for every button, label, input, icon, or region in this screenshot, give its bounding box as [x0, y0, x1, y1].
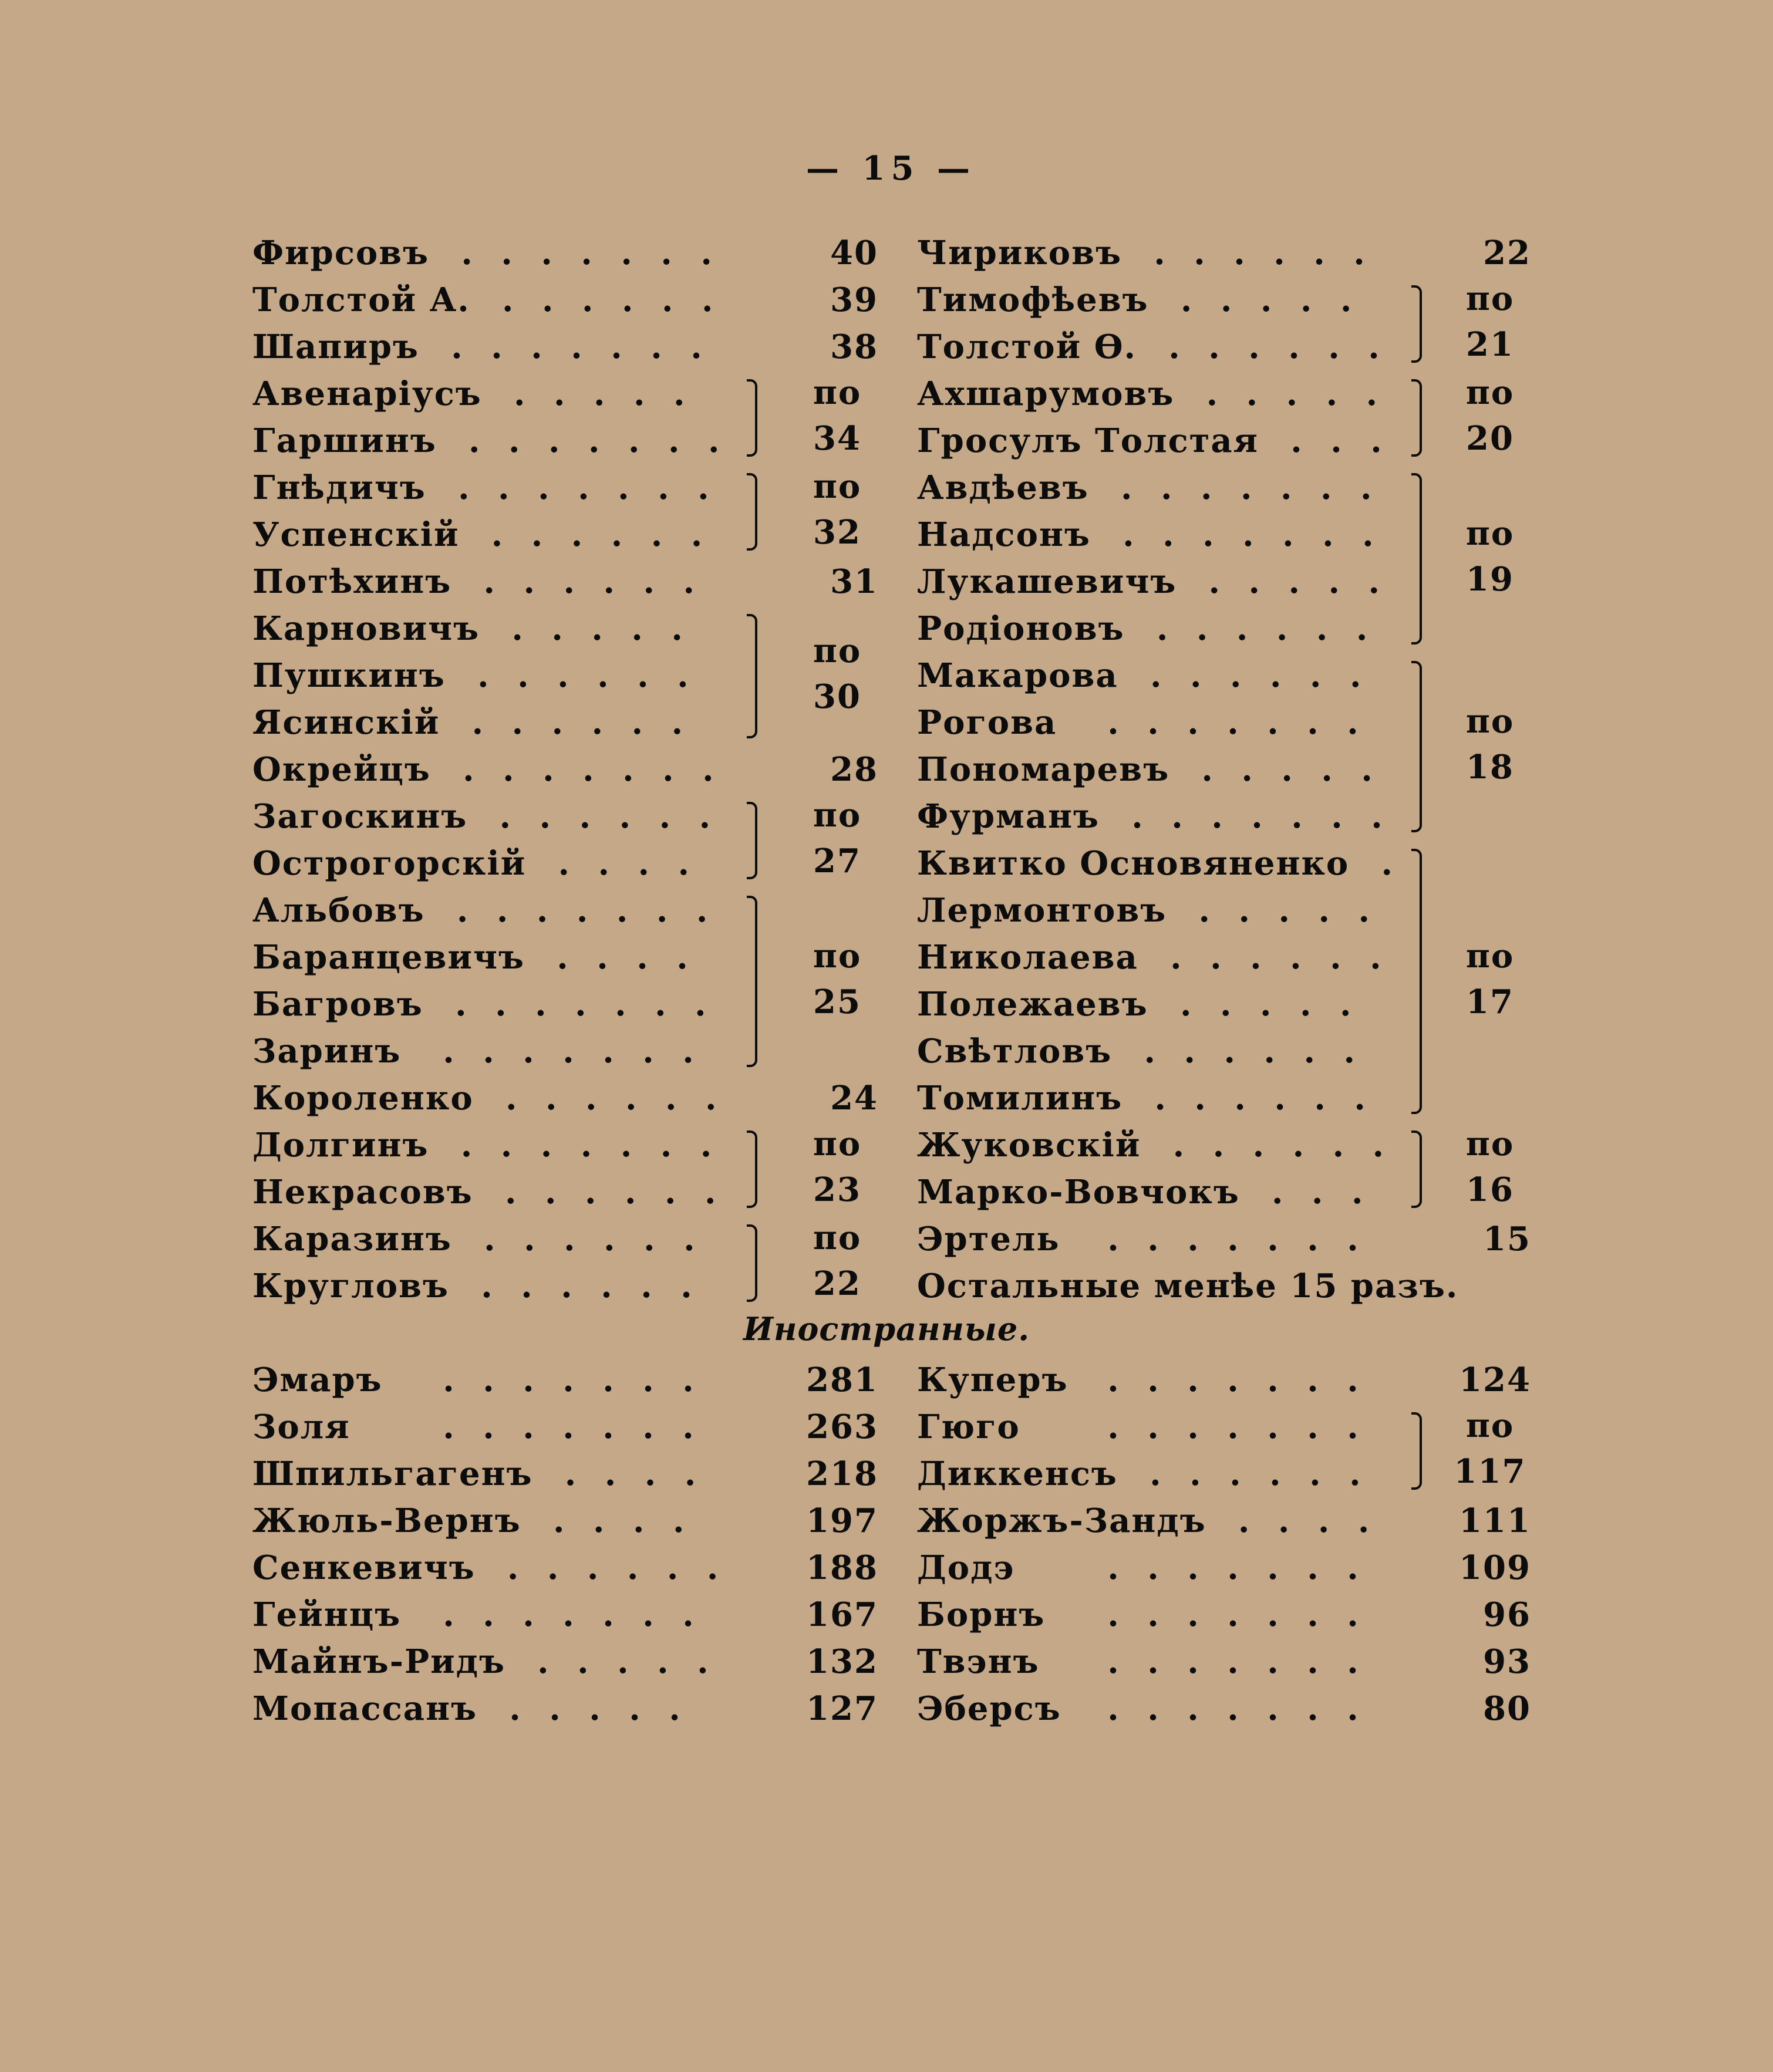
author-row [917, 1402, 1531, 1449]
author-row [252, 322, 878, 369]
author-name: Квитко Основяненко [917, 844, 1350, 883]
author-row [252, 1402, 878, 1449]
author-row [252, 1496, 878, 1543]
leader-dots: . . . . . . [499, 797, 711, 836]
author-name: Диккенсъ [917, 1455, 1118, 1493]
author-row [252, 885, 878, 932]
remaining-note-row [917, 1261, 1531, 1308]
author-row [252, 1120, 878, 1167]
leader-dots: . . . . . . . [443, 1408, 694, 1446]
bracket-group [747, 1131, 757, 1208]
author-name: Полежаевъ [917, 985, 1148, 1024]
author-name: Острогорскій [252, 844, 527, 883]
author-name: Рогова [917, 703, 1057, 742]
count-value: 93 [1483, 1642, 1531, 1681]
author-name: Гнѣдичъ [252, 468, 426, 507]
group-po-label: по [1465, 937, 1515, 976]
group-count-value: 16 [1466, 1170, 1514, 1209]
group-po-label: по [813, 937, 862, 976]
author-row [917, 650, 1531, 697]
bracket-group [747, 1224, 757, 1302]
author-row [917, 838, 1531, 885]
author-name: Гюго [917, 1408, 1020, 1446]
author-row [917, 885, 1531, 932]
author-row [252, 791, 878, 838]
author-name: Окрейцъ [252, 750, 431, 789]
author-name: Марко-Вовчокъ [917, 1173, 1240, 1212]
leader-dots: . . . . . . [1172, 1126, 1384, 1165]
leader-dots: . . . . . . [505, 1079, 717, 1118]
bracket-group [1411, 661, 1422, 832]
author-row [252, 1073, 878, 1120]
leader-dots: . . . . . . . [1107, 1642, 1359, 1681]
bracket-group [747, 614, 757, 738]
count-value: 38 [830, 328, 878, 366]
leader-dots: . . . . . . . [1107, 1595, 1359, 1634]
author-name: Надсонъ [917, 515, 1091, 554]
author-row [252, 275, 878, 322]
leader-dots: . . . . . . [1154, 234, 1365, 272]
author-row [917, 509, 1531, 556]
leader-dots: . . . . . . . [443, 1032, 694, 1071]
group-count-value: 27 [813, 842, 861, 880]
author-name: Эртель [917, 1220, 1060, 1258]
author-name: Багровъ [252, 985, 423, 1024]
leader-dots: . . . . . . . [1107, 1689, 1359, 1728]
page-number: — 15 — [806, 149, 976, 188]
author-name: Сенкевичъ [252, 1548, 476, 1587]
count-value: 188 [806, 1548, 878, 1587]
leader-dots: . . . . . [1206, 374, 1378, 413]
count-value: 15 [1483, 1220, 1531, 1258]
author-name: Мопассанъ [252, 1689, 478, 1728]
russian-authors-right-column [917, 228, 1531, 1308]
leader-dots: . . . . . . . [1107, 1361, 1359, 1399]
leader-dots: . . . . . [1179, 985, 1351, 1024]
count-value: 109 [1459, 1548, 1531, 1587]
author-name: Альбовъ [252, 891, 425, 930]
group-count-value: 32 [813, 513, 861, 552]
leader-dots: . . . . . [509, 1689, 680, 1728]
author-row [252, 1636, 878, 1683]
author-name: Чириковъ [917, 234, 1123, 272]
author-name: Борнъ [917, 1595, 1046, 1634]
russian-authors-left-column [252, 228, 878, 1308]
bracket-group [1411, 1131, 1422, 1208]
leader-dots: . . . . . [1180, 281, 1352, 319]
count-value: 167 [806, 1595, 878, 1634]
bracket-group [1411, 473, 1422, 644]
leader-dots: . . . . . . [471, 703, 683, 742]
author-row [917, 1449, 1531, 1496]
bracket-group [747, 802, 757, 879]
author-name: Шапиръ [252, 328, 419, 366]
author-row [917, 791, 1531, 838]
author-row [917, 603, 1531, 650]
author-name: Золя [252, 1408, 350, 1446]
author-name: Макарова [917, 656, 1118, 695]
author-row [917, 1214, 1531, 1261]
leader-dots: . . . . . [1208, 562, 1380, 601]
group-po-label: по [813, 1219, 862, 1257]
author-row [252, 744, 878, 791]
leader-dots: . . . . . . [505, 1173, 716, 1212]
bracket-group [747, 473, 757, 551]
leader-dots: . . . . . . . [1107, 1548, 1359, 1587]
leader-dots: . . . . . . [1150, 1455, 1361, 1493]
leader-dots: . . . . . . [484, 1220, 695, 1258]
author-name: Короленко [252, 1079, 474, 1118]
author-row [917, 1636, 1531, 1683]
group-count-value: 18 [1466, 748, 1514, 787]
count-value: 263 [806, 1408, 878, 1446]
remaining-note: Остальные менѣе 15 разъ. [917, 1267, 1459, 1305]
author-name: Ясинскій [252, 703, 440, 742]
author-row [917, 228, 1531, 275]
leader-dots: . . . . . . . [455, 985, 706, 1024]
leader-dots: . . . . . . . [468, 421, 720, 460]
author-row [252, 838, 878, 885]
author-row [252, 369, 878, 416]
author-name: Эмаръ [252, 1361, 383, 1399]
author-row [252, 1026, 878, 1073]
leader-dots: . . . . . . . [1131, 797, 1383, 836]
author-row [917, 463, 1531, 509]
author-name: Тимофѣевъ [917, 281, 1149, 319]
leader-dots: . . . . . . . [1107, 703, 1359, 742]
count-value: 132 [806, 1642, 878, 1681]
group-count-value: 17 [1466, 983, 1514, 1021]
author-row [252, 1355, 878, 1402]
author-row [252, 1261, 878, 1308]
author-name: Жуковскій [917, 1126, 1141, 1165]
author-row [917, 1120, 1531, 1167]
author-row [252, 1543, 878, 1590]
leader-dots: . . . . . . . [443, 1595, 694, 1634]
count-value: 218 [806, 1455, 878, 1493]
group-po-label: по [1465, 279, 1515, 318]
author-name: Некрасовъ [252, 1173, 473, 1212]
author-name: Додэ [917, 1548, 1015, 1587]
author-row [252, 1683, 878, 1730]
leader-dots: . . . . . . [481, 1267, 692, 1305]
author-name: Толстой Ѳ. [917, 328, 1137, 366]
group-po-label: по [1465, 514, 1515, 553]
author-row [252, 1449, 878, 1496]
author-row [917, 416, 1531, 463]
leader-dots: . . . . . . [507, 1548, 719, 1587]
author-row [917, 1543, 1531, 1590]
group-po-label: по [813, 796, 862, 835]
group-count-value: 30 [813, 677, 861, 716]
author-row [917, 979, 1531, 1026]
bracket-group [747, 379, 757, 457]
author-name: Лукашевичъ [917, 562, 1177, 601]
count-value: 281 [806, 1361, 878, 1399]
author-name: Свѣтловъ [917, 1032, 1113, 1071]
author-name: Авенаріусъ [252, 374, 482, 413]
author-name: Каразинъ [252, 1220, 452, 1258]
group-po-label: по [1465, 1406, 1515, 1445]
leader-dots: . . . . . . [1168, 328, 1380, 366]
leader-dots: . . . . . . . [1107, 1220, 1359, 1258]
author-row [252, 556, 878, 603]
author-name: Заринъ [252, 1032, 402, 1071]
count-value: 24 [830, 1079, 878, 1118]
author-name: Майнъ-Ридъ [252, 1642, 505, 1681]
author-name: Авдѣевъ [917, 468, 1089, 507]
leader-dots: . . . . . . [483, 562, 695, 601]
author-row [917, 1355, 1531, 1402]
leader-dots: . . . . . . [1144, 1032, 1356, 1071]
leader-dots: . . . . [552, 1501, 685, 1540]
author-row [252, 603, 878, 650]
author-row [252, 1167, 878, 1214]
author-row [252, 697, 878, 744]
group-count-value: 34 [813, 419, 861, 458]
leader-dots: . . . . . . . [1120, 468, 1372, 507]
bracket-group [1411, 379, 1422, 457]
count-value: 111 [1459, 1501, 1531, 1540]
leader-dots: . . . . . . [502, 281, 713, 319]
count-value: 127 [806, 1689, 878, 1728]
author-name: Фурманъ [917, 797, 1100, 836]
author-name: Пономаревъ [917, 750, 1170, 789]
author-name: Кругловъ [252, 1267, 449, 1305]
author-name: Гросулъ Толстая [917, 421, 1259, 460]
group-po-label: по [813, 467, 862, 506]
author-name: Толстой А. [252, 281, 470, 319]
count-value: 39 [830, 281, 878, 319]
author-name: Долгинъ [252, 1126, 429, 1165]
author-name: Гейнцъ [252, 1595, 402, 1634]
bracket-group [1411, 1412, 1422, 1490]
author-name: Успенскій [252, 515, 460, 554]
group-count-value: 20 [1466, 419, 1514, 458]
leader-dots: . . . . . . . [458, 468, 709, 507]
author-row [252, 932, 878, 979]
author-row [252, 650, 878, 697]
group-count-value: 22 [813, 1264, 861, 1303]
author-name: Николаева [917, 938, 1138, 977]
author-row [917, 1073, 1531, 1120]
group-count-value: 23 [813, 1170, 861, 1209]
author-name: Пушкинъ [252, 656, 446, 695]
author-name: Родіоновъ [917, 609, 1125, 648]
author-name: Эберсъ [917, 1689, 1061, 1728]
author-row [917, 1683, 1531, 1730]
leader-dots: . . . . . . [477, 656, 689, 695]
foreign-authors-left-column [252, 1355, 878, 1730]
count-value: 40 [830, 234, 878, 272]
author-name: Твэнъ [917, 1642, 1040, 1681]
foreign-authors-right-column [917, 1355, 1531, 1730]
leader-dots: . . . . . [537, 1642, 709, 1681]
author-row [917, 744, 1531, 791]
leader-dots: . . . . . . . [1107, 1408, 1359, 1446]
leader-dots: . . . . . . . [451, 328, 702, 366]
author-row [252, 509, 878, 556]
author-row [917, 1026, 1531, 1073]
leader-dots: . . . . . . [491, 515, 703, 554]
author-name: Шпильгагенъ [252, 1455, 533, 1493]
leader-dots: . . . . . . [1170, 938, 1381, 977]
group-po-label: по [813, 632, 862, 670]
author-row [252, 416, 878, 463]
bracket-group [747, 896, 757, 1067]
author-row [252, 1590, 878, 1636]
group-po-label: по [813, 373, 862, 412]
leader-dots: . . . [1290, 421, 1382, 460]
author-name: Ахшарумовъ [917, 374, 1175, 413]
author-name: Томилинъ [917, 1079, 1123, 1118]
leader-dots: . . . . . . . [463, 750, 714, 789]
leader-dots: . . . . [557, 938, 688, 977]
author-row [917, 275, 1531, 322]
count-value: 80 [1483, 1689, 1531, 1728]
author-row [252, 228, 878, 275]
leader-dots: . . . . [1238, 1501, 1370, 1540]
author-row [917, 697, 1531, 744]
group-po-label: по [1465, 702, 1515, 741]
group-po-label: по [1465, 373, 1515, 412]
group-count-value: 19 [1466, 560, 1514, 599]
author-row [252, 1214, 878, 1261]
leader-dots: . . . . . . . [461, 234, 712, 272]
author-name: Жюль-Вернъ [252, 1501, 521, 1540]
count-value: 31 [830, 562, 878, 601]
author-name: Загоскинъ [252, 797, 468, 836]
author-name: Баранцевичъ [252, 938, 525, 977]
author-row [252, 463, 878, 509]
foreign-authors-heading: Иностранные. [743, 1310, 1030, 1348]
count-value: 124 [1459, 1361, 1531, 1399]
author-row [917, 1590, 1531, 1636]
group-po-label: по [1465, 1125, 1515, 1163]
author-row [917, 556, 1531, 603]
author-row [917, 1167, 1531, 1214]
leader-dots: . . . . . [1201, 750, 1373, 789]
author-name: Лермонтовъ [917, 891, 1167, 930]
leader-dots: . . . . . . . [460, 1126, 712, 1165]
bracket-group [1411, 849, 1422, 1114]
leader-dots: . [1381, 844, 1393, 883]
author-name: Гаршинъ [252, 421, 437, 460]
author-name: Потѣхинъ [252, 562, 452, 601]
leader-dots: . . . . . [514, 374, 685, 413]
leader-dots: . . . . [564, 1455, 696, 1493]
bracket-group [1411, 285, 1422, 363]
leader-dots: . . . . . . [1154, 1079, 1366, 1118]
author-name: Карновичъ [252, 609, 480, 648]
author-row [917, 322, 1531, 369]
group-count-value: 25 [813, 983, 861, 1021]
leader-dots: . . . . . . . [1123, 515, 1374, 554]
leader-dots: . . . . . [1198, 891, 1370, 930]
count-value: 22 [1483, 234, 1531, 272]
author-name: Куперъ [917, 1361, 1068, 1399]
leader-dots: . . . . . [511, 609, 683, 648]
author-name: Жоржъ-Зандъ [917, 1501, 1206, 1540]
author-row [917, 1496, 1531, 1543]
group-count-value: 117 [1454, 1452, 1526, 1491]
leader-dots: . . . . . . [1156, 609, 1368, 648]
author-row [252, 979, 878, 1026]
group-count-value: 21 [1466, 325, 1514, 364]
count-value: 96 [1483, 1595, 1531, 1634]
leader-dots: . . . . . . [1150, 656, 1361, 695]
leader-dots: . . . . . . . [456, 891, 708, 930]
leader-dots: . . . . [558, 844, 690, 883]
count-value: 197 [806, 1501, 878, 1540]
count-value: 28 [830, 750, 878, 789]
author-row [917, 932, 1531, 979]
author-row [917, 369, 1531, 416]
group-po-label: по [813, 1125, 862, 1163]
author-name: Фирсовъ [252, 234, 430, 272]
leader-dots: . . . . . . . [443, 1361, 694, 1399]
leader-dots: . . . [1272, 1173, 1363, 1212]
